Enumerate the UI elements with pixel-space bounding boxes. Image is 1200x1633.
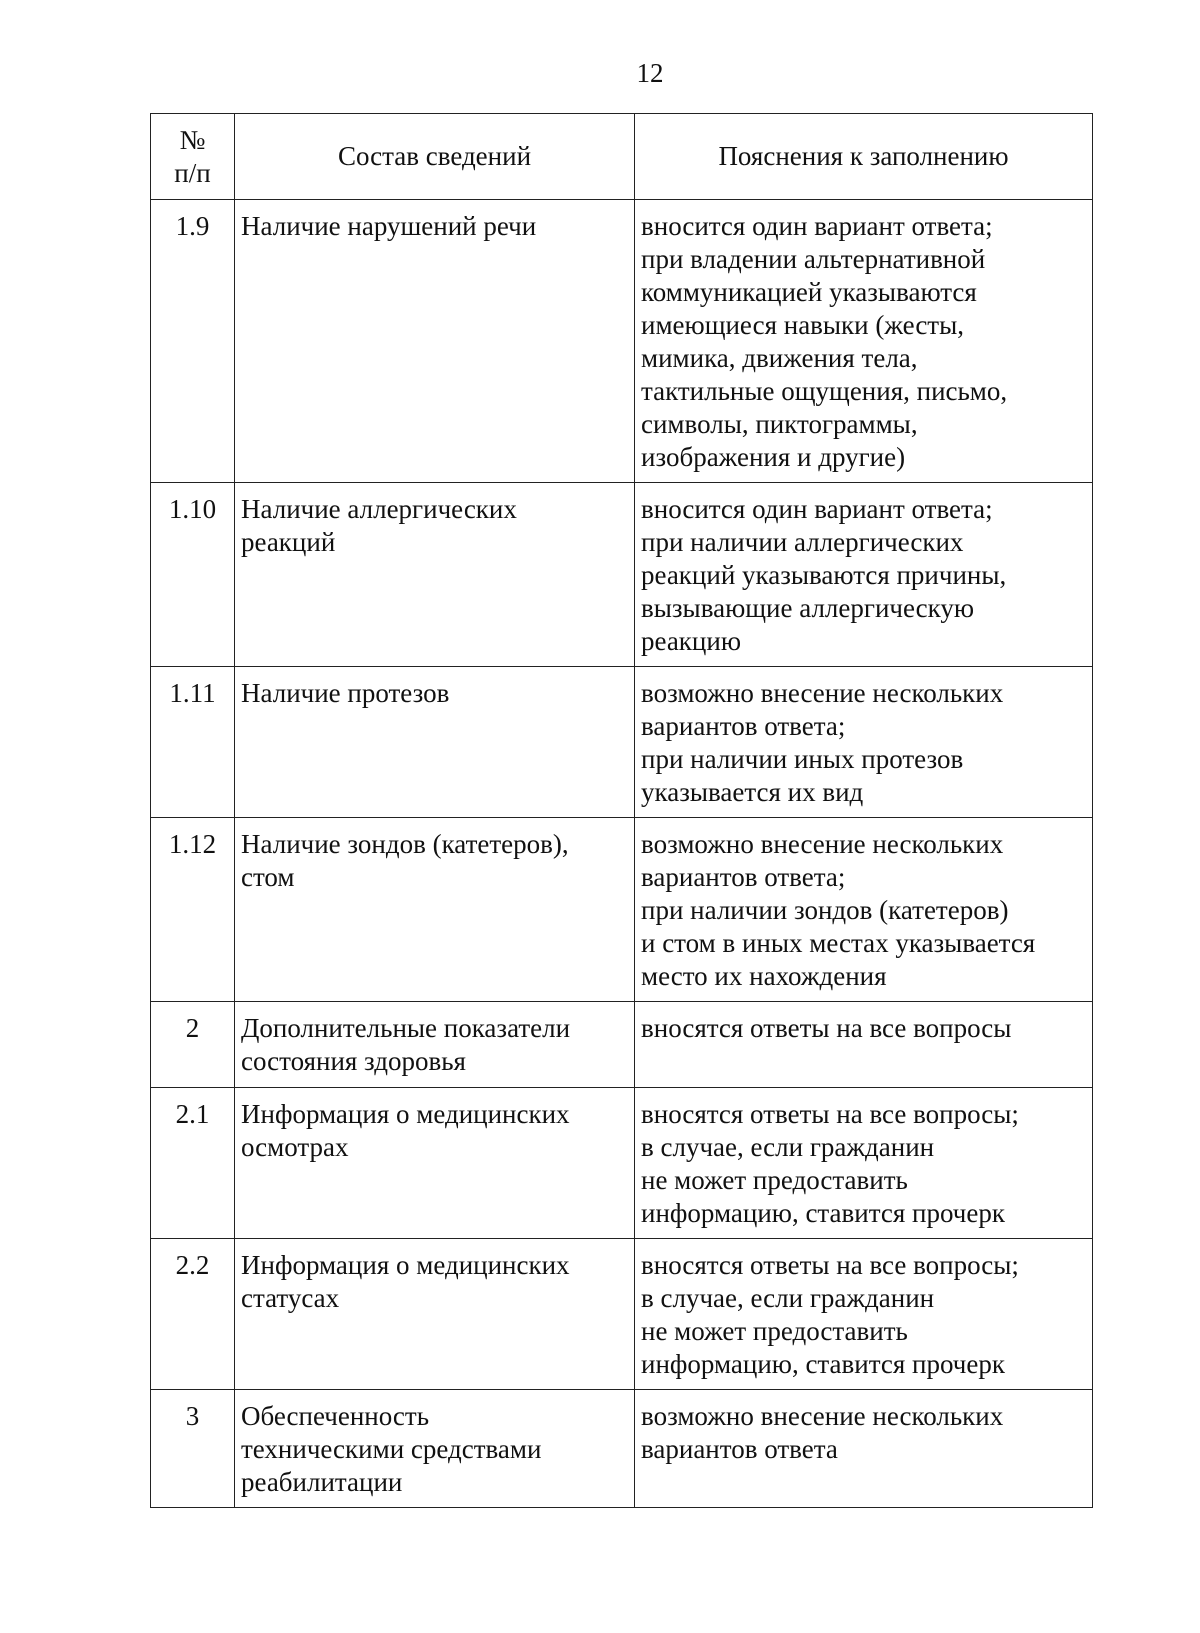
- table-row: [151, 200, 1093, 483]
- table-row: [151, 667, 1093, 818]
- info-table: [150, 113, 1093, 1508]
- row-note: вносятся ответы на все вопросы: [635, 1002, 1093, 1088]
- table-row: [151, 818, 1093, 1002]
- table-row: [151, 1088, 1093, 1239]
- row-item: Информация о медицинских осмотрах: [235, 1088, 635, 1239]
- row-number: 1.10: [151, 483, 235, 667]
- row-number: 2: [151, 1002, 235, 1088]
- table-row: [151, 1002, 1093, 1088]
- row-note: вносятся ответы на все вопросы; в случае, если гражданин не может предоставить информацию, ставится прочерк: [635, 1239, 1093, 1390]
- table-row: [151, 1239, 1093, 1390]
- row-note: возможно внесение нескольких вариантов ответа: [635, 1390, 1093, 1508]
- row-note: вносятся ответы на все вопросы; в случае, если гражданин не может предоставить информацию, ставится прочерк: [635, 1088, 1093, 1239]
- row-number: 2.2: [151, 1239, 235, 1390]
- row-number: 1.12: [151, 818, 235, 1002]
- row-note: вносится один вариант ответа; при владении альтернативной коммуникацией указываются имеющиеся навыки (жесты, мимика, движения тела, тактильные ощущения, письмо, символы, пиктограммы, изображения и другие): [635, 200, 1093, 483]
- table-header-row: [151, 114, 1093, 200]
- row-note: возможно внесение нескольких вариантов ответа; при наличии зондов (катетеров) и стом в иных местах указывается место их нахождения: [635, 818, 1093, 1002]
- header-explanation: Пояснения к заполнению: [635, 114, 1093, 200]
- header-composition: Состав сведений: [235, 114, 635, 200]
- row-item: Обеспеченность техническими средствами реабилитации: [235, 1390, 635, 1508]
- page-number: 12: [636, 58, 664, 88]
- row-note: вносится один вариант ответа; при наличии аллергических реакций указываются причины, вызывающие аллергическую реакцию: [635, 483, 1093, 667]
- row-number: 1.9: [151, 200, 235, 483]
- header-number: № п/п: [151, 114, 235, 200]
- row-item: Наличие зондов (катетеров), стом: [235, 818, 635, 1002]
- row-item: Наличие аллергических реакций: [235, 483, 635, 667]
- row-item: Дополнительные показатели состояния здоровья: [235, 1002, 635, 1088]
- row-item: Информация о медицинских статусах: [235, 1239, 635, 1390]
- row-item: Наличие нарушений речи: [235, 200, 635, 483]
- row-number: 3: [151, 1390, 235, 1508]
- table-row: [151, 1390, 1093, 1508]
- table-row: [151, 483, 1093, 667]
- row-number: 1.11: [151, 667, 235, 818]
- row-note: возможно внесение нескольких вариантов ответа; при наличии иных протезов указывается их вид: [635, 667, 1093, 818]
- row-item: Наличие протезов: [235, 667, 635, 818]
- row-number: 2.1: [151, 1088, 235, 1239]
